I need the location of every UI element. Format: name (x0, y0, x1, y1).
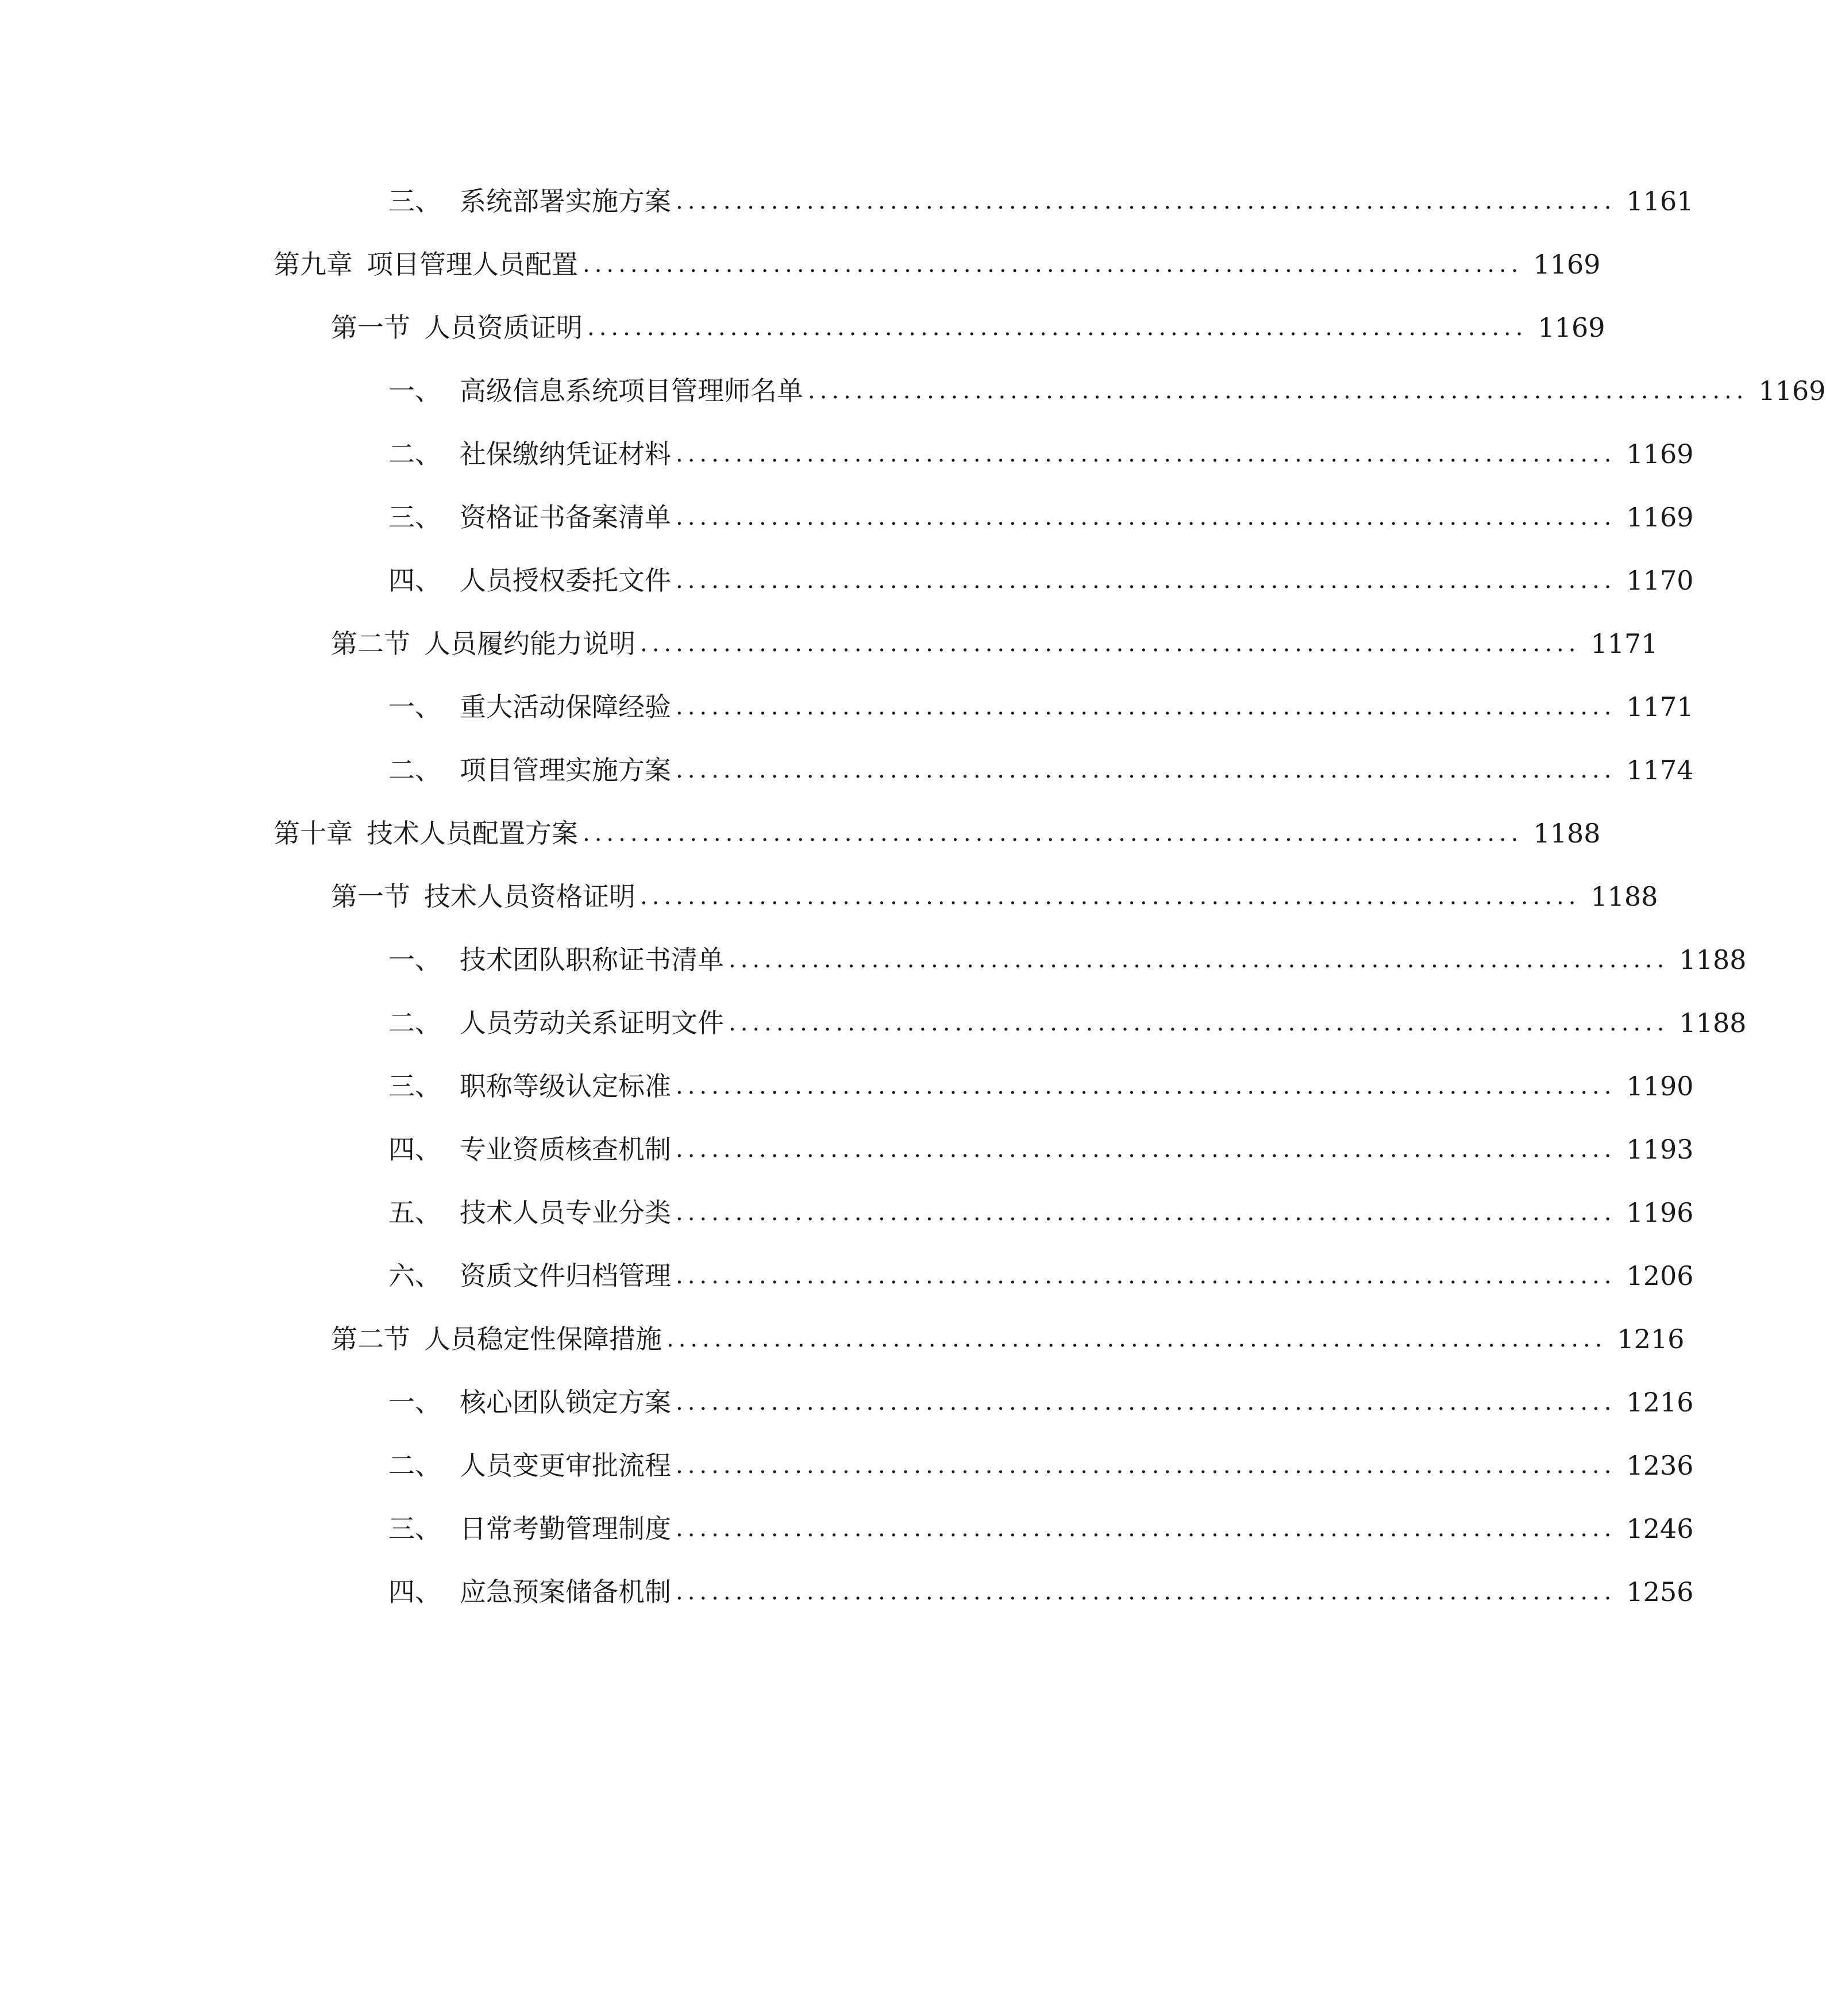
toc-entry[interactable] (388, 1000, 1747, 1046)
toc-entry-title: 核心团队锁定方案 (460, 1387, 671, 1418)
toc-entry[interactable] (388, 937, 1747, 983)
toc-entry[interactable] (273, 810, 1601, 856)
toc-entry-number: 二、 (388, 755, 441, 786)
dot-leader: ............................................................................... (676, 188, 1616, 214)
toc-entry-title: 技术人员配置方案 (367, 818, 578, 849)
toc-entry[interactable] (388, 1253, 1694, 1299)
toc-entry-title: 系统部署实施方案 (460, 186, 671, 217)
toc-entry[interactable] (273, 241, 1601, 287)
toc-entry-title: 项目管理人员配置 (367, 249, 578, 280)
toc-entry-number: 一、 (388, 691, 441, 722)
toc-entry-title: 技术团队职称证书清单 (460, 944, 724, 975)
toc-entry-page: 1196 (1626, 1197, 1694, 1228)
toc-entry-number: 三、 (388, 186, 441, 217)
toc-entry-page: 1216 (1617, 1324, 1685, 1355)
dot-leader: ............................................................................... (676, 1579, 1616, 1605)
toc-entry[interactable] (388, 1379, 1694, 1425)
toc-entry-number: 四、 (388, 1576, 441, 1607)
toc-entry[interactable] (388, 1506, 1694, 1552)
toc-entry-title: 技术人员资格证明 (424, 881, 635, 912)
dot-leader: ............................................................................... (640, 883, 1581, 910)
toc-entry-number: 三、 (388, 1071, 441, 1102)
toc-entry-title: 职称等级认定标准 (460, 1071, 671, 1102)
toc-entry-title: 重大活动保障经验 (460, 691, 671, 722)
dot-leader: ............................................................................... (676, 1452, 1616, 1479)
toc-entry-number: 三、 (388, 1513, 441, 1544)
toc-entry-title: 高级信息系统项目管理师名单 (460, 375, 803, 406)
toc-entry-title: 社保缴纳凭证材料 (460, 438, 671, 470)
toc-entry-title: 日常考勤管理制度 (460, 1513, 671, 1544)
toc-entry-title: 技术人员专业分类 (460, 1197, 671, 1228)
toc-entry-page: 1188 (1679, 944, 1747, 975)
toc-entry-page: 1171 (1626, 691, 1694, 722)
toc-entry-number: 二、 (388, 1007, 441, 1038)
dot-leader: ............................................................................... (676, 504, 1616, 530)
toc-entry-page: 1188 (1533, 818, 1601, 849)
dot-leader: ............................................................................... (676, 1389, 1616, 1415)
dot-leader: ............................................................................... (587, 314, 1528, 341)
dot-leader: ............................................................................... (676, 1263, 1616, 1289)
dot-leader: ............................................................................... (676, 1073, 1616, 1099)
toc-entry-title: 资质文件归档管理 (460, 1260, 671, 1291)
toc-entry-page: 1174 (1626, 755, 1694, 786)
toc-entry[interactable] (331, 305, 1605, 351)
toc-entry-title: 人员稳定性保障措施 (424, 1324, 662, 1355)
toc-entry-number: 一、 (388, 375, 441, 406)
toc-entry-number: 四、 (388, 1134, 441, 1165)
toc-entry[interactable] (388, 178, 1694, 224)
toc-entry-page: 1206 (1626, 1260, 1694, 1291)
toc-entry-title: 人员授权委托文件 (460, 565, 671, 596)
toc-entry[interactable] (388, 1442, 1694, 1488)
toc-entry[interactable] (331, 1316, 1685, 1362)
toc-entry-number: 二、 (388, 438, 441, 470)
toc-entry-page: 1216 (1626, 1387, 1694, 1418)
toc-entry-page: 1171 (1590, 628, 1658, 659)
toc-entry[interactable] (388, 1063, 1694, 1109)
toc-entry[interactable] (388, 431, 1694, 477)
toc-entry[interactable] (388, 368, 1826, 414)
dot-leader: ............................................................................... (676, 1199, 1616, 1226)
toc-entry-title: 专业资质核查机制 (460, 1134, 671, 1165)
toc-entry-number: 第一节 (331, 881, 410, 912)
toc-entry-page: 1256 (1626, 1576, 1694, 1607)
toc-entry[interactable] (331, 621, 1658, 667)
toc-entry-title: 人员资质证明 (424, 312, 583, 343)
dot-leader: ............................................................................... (676, 567, 1616, 594)
toc-entry-title: 人员变更审批流程 (460, 1450, 671, 1481)
toc-entry-page: 1246 (1626, 1513, 1694, 1544)
toc-entry-page: 1190 (1626, 1071, 1694, 1102)
toc-entry-number: 三、 (388, 502, 441, 533)
toc-entry[interactable] (388, 1569, 1694, 1615)
toc-entry-number: 二、 (388, 1450, 441, 1481)
dot-leader: ............................................................................... (676, 441, 1616, 467)
toc-entry-page: 1236 (1626, 1450, 1694, 1481)
toc-entry[interactable] (388, 1190, 1694, 1236)
toc-entry-title: 人员履约能力说明 (424, 628, 635, 659)
toc-entry-number: 一、 (388, 944, 441, 975)
toc-entry[interactable] (331, 874, 1658, 919)
toc-entry-number: 第二节 (331, 1324, 410, 1355)
toc-entry-number: 四、 (388, 565, 441, 596)
toc-entry-page: 1169 (1758, 375, 1826, 406)
dot-leader: ............................................................................... (676, 757, 1616, 783)
toc-entry-title: 资格证书备案清单 (460, 502, 671, 533)
dot-leader: ............................................................................... (583, 820, 1523, 847)
toc-entry-page: 1169 (1626, 438, 1694, 470)
toc-entry-page: 1188 (1590, 881, 1658, 912)
toc-entry-title: 项目管理实施方案 (460, 755, 671, 786)
toc-entry-number: 第二节 (331, 628, 410, 659)
toc-entry-number: 第十章 (273, 818, 353, 849)
toc-entry[interactable] (388, 557, 1694, 603)
toc-entry-number: 五、 (388, 1197, 441, 1228)
toc-entry-page: 1169 (1626, 502, 1694, 533)
toc-entry-number: 六、 (388, 1260, 441, 1291)
toc-entry-page: 1193 (1626, 1134, 1694, 1165)
dot-leader: ............................................................................... (676, 694, 1616, 720)
dot-leader: ............................................................................... (676, 1515, 1616, 1542)
toc-entry[interactable] (388, 1126, 1694, 1172)
toc-entry-page: 1170 (1626, 565, 1694, 596)
dot-leader: ............................................................................... (808, 378, 1748, 404)
toc-entry[interactable] (388, 684, 1694, 730)
toc-entry[interactable] (388, 747, 1694, 793)
toc-entry-number: 第九章 (273, 249, 353, 280)
toc-entry-number: 一、 (388, 1387, 441, 1418)
toc-entry-title: 应急预案储备机制 (460, 1576, 671, 1607)
toc-entry-title: 人员劳动关系证明文件 (460, 1007, 724, 1038)
toc-entry-number: 第一节 (331, 312, 410, 343)
dot-leader: ............................................................................... (729, 1010, 1669, 1036)
dot-leader: ............................................................................... (729, 947, 1669, 973)
dot-leader: ............................................................................... (667, 1326, 1607, 1352)
toc-entry-page: 1169 (1533, 249, 1601, 280)
toc-entry[interactable] (388, 494, 1694, 540)
toc-entry-page: 1161 (1626, 186, 1694, 217)
dot-leader: ............................................................................... (583, 251, 1523, 278)
toc-entry-page: 1188 (1679, 1007, 1747, 1038)
dot-leader: ............................................................................... (676, 1136, 1616, 1163)
toc-entry-page: 1169 (1538, 312, 1605, 343)
dot-leader: ............................................................................... (640, 630, 1581, 657)
